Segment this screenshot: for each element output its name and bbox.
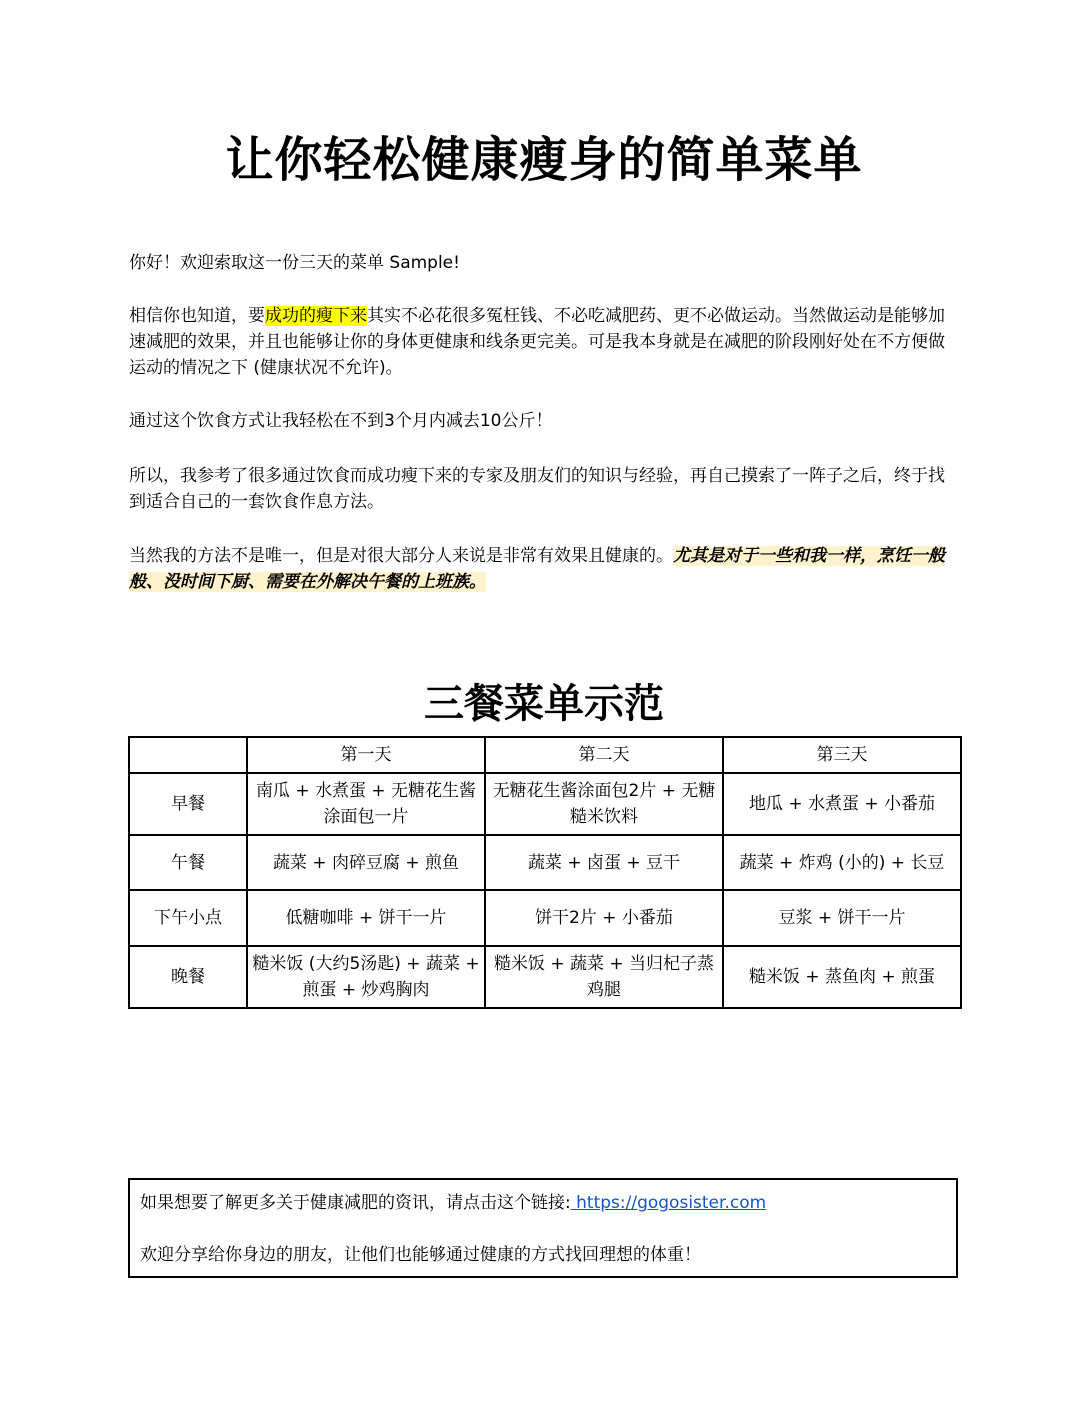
- meal-label: 下午小点: [129, 890, 247, 946]
- intro-p2-before: 相信你也知道，要: [129, 306, 265, 326]
- table-header-row: [129, 737, 961, 773]
- highlight-audience: 尤其是对于一些和我一样，烹饪一般般、没时间下厨、需要在外解决午餐的上班族。: [129, 546, 945, 592]
- menu-table: [128, 736, 962, 1009]
- menu-heading: 三餐菜单示范: [424, 681, 664, 727]
- intro-paragraph-2: [129, 303, 959, 381]
- meal-label: 午餐: [129, 835, 247, 890]
- header-day-2: 第二天: [485, 737, 723, 773]
- menu-cell: 蔬菜 + 炸鸡 (小的) + 长豆: [723, 835, 961, 890]
- meal-label: 早餐: [129, 773, 247, 835]
- table-row: [129, 835, 961, 890]
- menu-cell: 低糖咖啡 + 饼干一片: [247, 890, 485, 946]
- menu-cell: 地瓜 + 水煮蛋 + 小番茄: [723, 773, 961, 835]
- menu-cell: 无糖花生酱涂面包2片 + 无糖糙米饮料: [485, 773, 723, 835]
- intro-paragraph-4: 所以，我参考了很多通过饮食而成功瘦下来的专家及朋友们的知识与经验，再自己摸索了一阵子之后，终于找到适合自己的一套饮食作息方法。: [129, 466, 945, 512]
- header-day-3: 第三天: [723, 737, 961, 773]
- header-empty-cell: [129, 737, 247, 773]
- table-row: [129, 946, 961, 1008]
- intro-paragraph-5: [129, 543, 959, 595]
- menu-cell: 饼干2片 + 小番茄: [485, 890, 723, 946]
- intro-p5-before: 当然我的方法不是唯一，但是对很大部分人来说是非常有效果且健康的。: [129, 546, 673, 566]
- table-row: [129, 773, 961, 835]
- footer-link-prompt: 如果想要了解更多关于健康减肥的资讯，请点击这个链接:: [140, 1193, 571, 1213]
- intro-result: 通过这个饮食方式让我轻松在不到3个月内减去10公斤！: [129, 411, 553, 431]
- header-day-1: 第一天: [247, 737, 485, 773]
- footer-link-line: [140, 1190, 766, 1216]
- footer-box: [128, 1178, 958, 1278]
- website-link[interactable]: https://gogosister.com: [570, 1193, 767, 1213]
- menu-cell: 糙米饭 + 蒸鱼肉 + 煎蛋: [723, 946, 961, 1008]
- table-row: [129, 890, 961, 946]
- meal-label: 晚餐: [129, 946, 247, 1008]
- menu-cell: 豆浆 + 饼干一片: [723, 890, 961, 946]
- menu-cell: 蔬菜 + 肉碎豆腐 + 煎鱼: [247, 835, 485, 890]
- menu-cell: 南瓜 + 水煮蛋 + 无糖花生酱涂面包一片: [247, 773, 485, 835]
- page-title: 让你轻松健康瘦身的简单菜单: [225, 132, 863, 188]
- intro-greeting: 你好！欢迎索取这一份三天的菜单 Sample!: [129, 253, 460, 273]
- footer-share-text: 欢迎分享给你身边的朋友，让他们也能够通过健康的方式找回理想的体重！: [140, 1245, 701, 1265]
- intro-p2-after: 其实不必花很多冤枉钱、不必吃减肥药、更不必做运动。当然做运动是能够加速减肥的效果，并且也能够让你的身体更健康和线条更完美。可是我本身就是在减肥的阶段刚好处在不方便做运动的情况之下 (健康状况不允许)。: [129, 306, 945, 378]
- menu-cell: 糙米饭 (大约5汤匙) + 蔬菜 + 煎蛋 + 炒鸡胸肉: [247, 946, 485, 1008]
- menu-cell: 糙米饭 + 蔬菜 + 当归杞子蒸鸡腿: [485, 946, 723, 1008]
- menu-cell: 蔬菜 + 卤蛋 + 豆干: [485, 835, 723, 890]
- highlight-success: 成功的瘦下来: [265, 306, 367, 326]
